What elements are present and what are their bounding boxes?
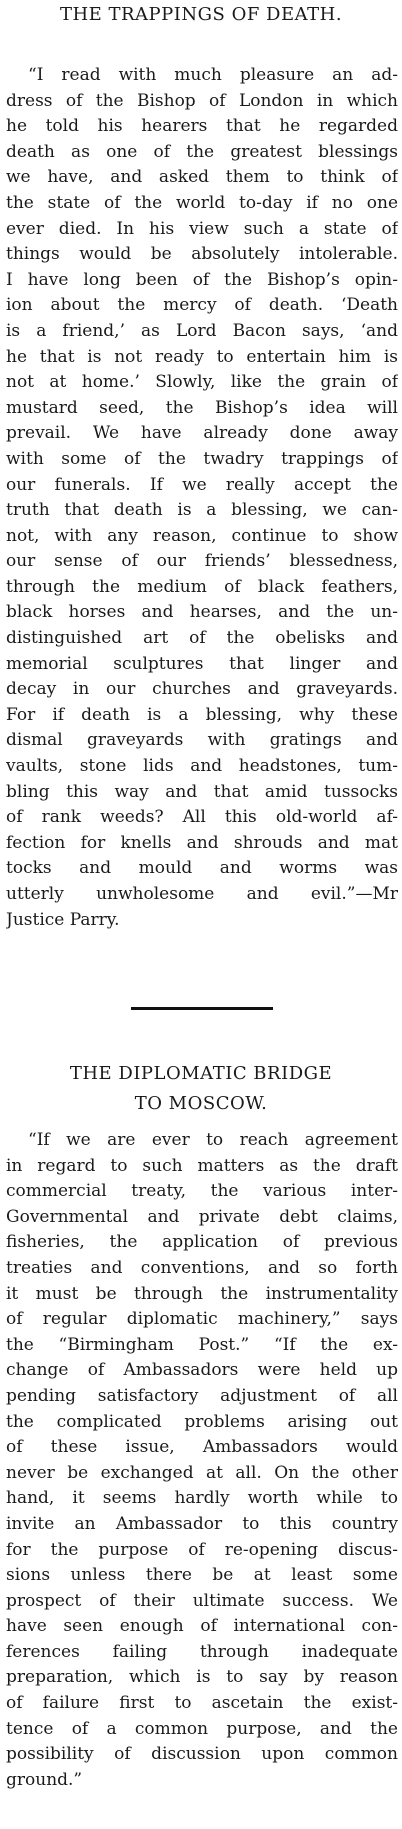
text-line: the state of the world to-day if no one <box>6 192 398 213</box>
text-line: Governmental and private debt claims, <box>6 1206 398 1227</box>
text-line: our sense of our friends’ blessedness, <box>6 551 398 572</box>
text-line: of rank weeds? All this old-world af- <box>6 807 398 828</box>
text-line: he told his hearers that he regarded <box>6 116 398 137</box>
text-line: distinguished art of the obelisks and <box>6 628 398 649</box>
text-line: For if death is a blessing, why these <box>6 704 398 725</box>
text-line: of regular diplomatic machinery,” says <box>6 1309 398 1330</box>
text-line: decay in our churches and graveyards. <box>6 679 398 700</box>
text-line: in regard to such matters as the draft <box>6 1155 398 1176</box>
text-line: bling this way and that amid tussocks <box>6 781 398 802</box>
text-line: change of Ambassadors were held up <box>6 1360 398 1381</box>
text-line: “I read with much pleasure an ad- <box>28 65 398 85</box>
text-line: not, with any reason, continue to show <box>6 525 398 546</box>
text-line: possibility of discussion upon common <box>6 1744 398 1765</box>
text-line: utterly unwholesome and evil.”—Mr <box>6 884 398 904</box>
article-2-title-line-2: TO MOSCOW. <box>134 1093 268 1114</box>
text-line: tence of a common purpose, and the <box>6 1718 398 1739</box>
text-line: death as one of the greatest blessings <box>6 141 398 162</box>
text-line: Justice Parry. <box>6 909 120 930</box>
text-line: tocks and mould and worms was <box>6 858 398 879</box>
text-line: sions unless there be at least some <box>6 1565 398 1586</box>
text-line: vaults, stone lids and headstones, tum- <box>6 756 398 777</box>
text-line: for the purpose of re-opening discus- <box>6 1539 398 1560</box>
text-line: of these issue, Ambassadors would <box>6 1437 398 1458</box>
text-line: treaties and conventions, and so forth <box>6 1257 398 1278</box>
text-line: “If we are ever to reach agreement <box>28 1130 398 1150</box>
text-line: he that is not ready to entertain him is <box>6 346 398 367</box>
text-line: it must be through the instrumentality <box>6 1283 398 1304</box>
text-line: through the medium of black feathers, <box>6 576 398 597</box>
text-line: ion about the mercy of death. ‘Death <box>6 295 398 316</box>
article-1-body <box>6 63 398 933</box>
article-2-body <box>6 1128 398 1793</box>
text-line: of failure first to ascetain the exist- <box>6 1693 398 1714</box>
text-line: pending satisfactory adjustment of all <box>6 1385 398 1406</box>
text-line: fisheries, the application of previous <box>6 1232 398 1253</box>
text-line: preparation, which is to say by reason <box>6 1667 398 1688</box>
text-line: dismal graveyards with gratings and <box>6 730 398 751</box>
text-line: black horses and hearses, and the un- <box>6 602 398 623</box>
text-line: hand, it seems hardly worth while to <box>6 1488 398 1509</box>
text-line: prospect of their ultimate success. We <box>6 1590 398 1611</box>
text-line: I have long been of the Bishop’s opin- <box>6 269 398 290</box>
text-line: not at home.’ Slowly, like the grain of <box>6 372 398 393</box>
text-line: truth that death is a blessing, we can- <box>6 500 398 521</box>
article-2-title-line-1: THE DIPLOMATIC BRIDGE <box>69 1063 333 1084</box>
text-line: dress of the Bishop of London in which <box>6 90 398 111</box>
text-line: the complicated problems arising out <box>6 1411 398 1432</box>
text-line: commercial treaty, the various inter- <box>6 1181 398 1202</box>
section-divider <box>131 1007 273 1010</box>
text-line: prevail. We have already done away <box>6 423 398 444</box>
article-1-title: THE TRAPPINGS OF DEATH. <box>59 4 343 25</box>
text-line: invite an Ambassador to this country <box>6 1513 398 1534</box>
text-line: never be exchanged at all. On the other <box>6 1462 398 1483</box>
text-line: memorial sculptures that linger and <box>6 653 398 674</box>
text-line: the “Birmingham Post.” “If the ex- <box>6 1334 398 1355</box>
text-line: fection for knells and shrouds and mat <box>6 832 398 853</box>
text-line: have seen enough of international con- <box>6 1616 398 1637</box>
text-line: with some of the twadry trappings of <box>6 448 398 469</box>
text-line: ground.” <box>6 1769 83 1790</box>
text-line: our funerals. If we really accept the <box>6 474 398 495</box>
text-line: ever died. In his view such a state of <box>6 218 398 239</box>
text-line: ferences failing through inadequate <box>6 1641 398 1662</box>
text-line: things would be absolutely intolerable. <box>6 244 398 265</box>
text-line: is a friend,’ as Lord Bacon says, ‘and <box>6 320 398 341</box>
text-line: mustard seed, the Bishop’s idea will <box>6 397 398 418</box>
text-line: we have, and asked them to think of <box>6 167 398 188</box>
